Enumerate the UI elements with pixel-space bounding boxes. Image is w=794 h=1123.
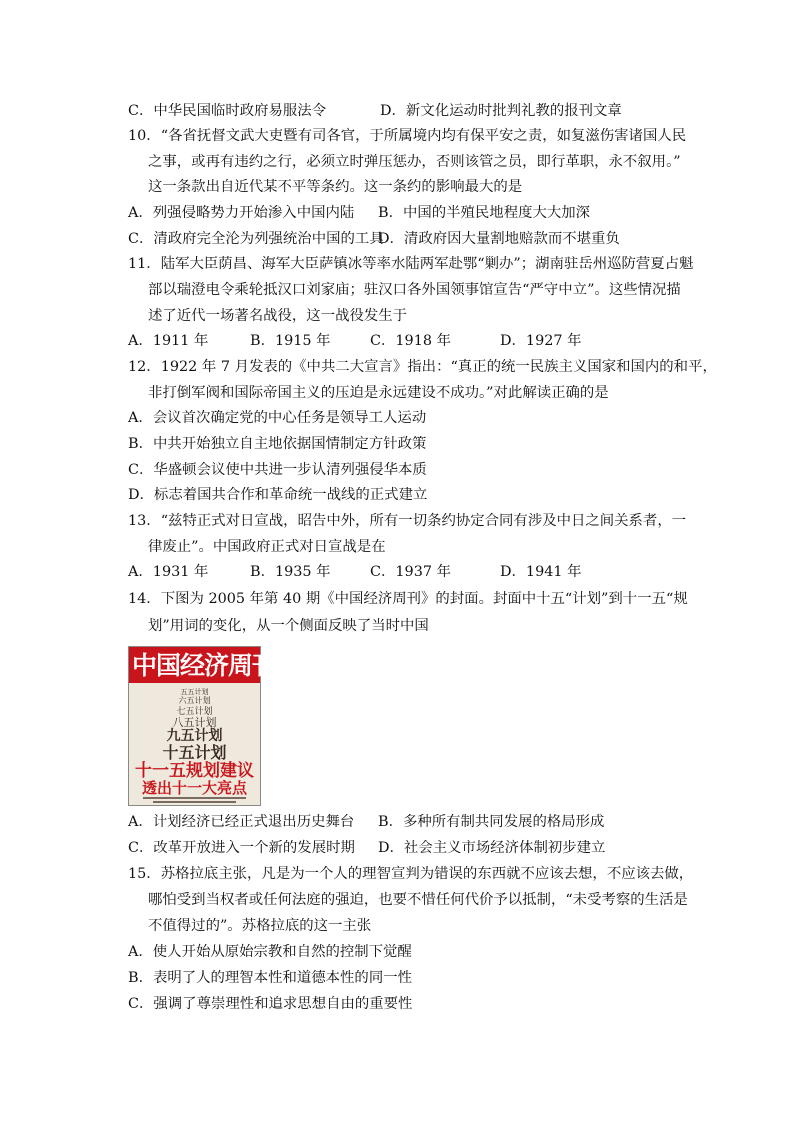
q13-option-d: D．1941 年 bbox=[500, 564, 582, 580]
q12-stem-line-1: 12．1922 年 7 月发表的《中共二大宣言》指出：“真正的统一民族主义国家和国内的和平， bbox=[128, 359, 717, 375]
q15-option-b: B．表明了人的理智本性和道德本性的同一性 bbox=[128, 970, 412, 986]
q10-stem-line-1: 10．“各省抚督文武大吏暨有司各官，于所属境内均有保平安之责，如复滋伤害诸国人民 bbox=[128, 128, 687, 144]
q14-option-a: A．计划经济已经正式退出历史舞台 bbox=[128, 814, 355, 830]
q11-option-d: D．1927 年 bbox=[500, 333, 582, 349]
q11-option-c: C．1918 年 bbox=[370, 333, 451, 349]
q10-stem-line-3: 这一条款出自近代某不平等条约。这一条约的影响最大的是 bbox=[148, 179, 523, 195]
q15-option-a: A．使人开始从原始宗教和自然的控制下觉醒 bbox=[128, 944, 412, 960]
q11-stem-line-1: 11．陆军大臣荫昌、海军大臣萨镇冰等率水陆两军赴鄂“剿办”；湖南驻岳州巡防营夏占魁 bbox=[128, 256, 694, 272]
cover-headline-1: 十一五规划建议 bbox=[135, 761, 254, 781]
q12-option-d: D．标志着国共合作和革命统一战线的正式建立 bbox=[128, 487, 428, 503]
q14-option-b: B．多种所有制共同发展的格局形成 bbox=[378, 814, 605, 830]
q12-option-b: B．中共开始独立自主地依据国情制定方针政策 bbox=[128, 436, 427, 452]
q11-option-b: B．1915 年 bbox=[250, 333, 331, 349]
cover-fine-print bbox=[153, 801, 236, 803]
q9-option-c: C．中华民国临时政府易服法令 bbox=[128, 103, 327, 119]
q13-option-b: B．1935 年 bbox=[250, 564, 331, 580]
cover-plan-10: 十五计划 bbox=[162, 743, 227, 762]
q12-option-a: A．会议首次确定党的中心任务是领导工人运动 bbox=[128, 410, 427, 426]
q13-option-c: C．1937 年 bbox=[370, 564, 451, 580]
q10-option-a: A．列强侵略势力开始渗入中国内陆 bbox=[128, 205, 355, 221]
magazine-cover-image bbox=[128, 646, 277, 806]
cover-plan-6: 六五计划 bbox=[178, 696, 211, 705]
q13-stem-line-2: 律废止”。中国政府正式对日宣战是在 bbox=[148, 539, 386, 555]
q10-option-b: B．中国的半殖民地程度大大加深 bbox=[378, 205, 591, 221]
q9-option-d: D．新文化运动时批判礼教的报刊文章 bbox=[380, 103, 622, 119]
q14-option-c: C．改革开放进入一个新的发展时期 bbox=[128, 840, 355, 856]
cover-plan-5: 五五计划 bbox=[180, 688, 209, 696]
cover-fine-print bbox=[143, 797, 246, 799]
q15-option-c: C．强调了尊崇理性和追求思想自由的重要性 bbox=[128, 996, 413, 1012]
cover-plan-9: 九五计划 bbox=[166, 728, 223, 744]
q11-stem-line-3: 述了近代一场著名战役，这一战役发生于 bbox=[148, 308, 408, 324]
q13-stem-line-1: 13．“兹特正式对日宣战，昭告中外，所有一切条约协定合同有涉及中日之间关系者，一 bbox=[128, 513, 687, 529]
cover-plan-8: 八五计划 bbox=[172, 716, 217, 729]
q11-option-a: A．1911 年 bbox=[128, 333, 209, 349]
q15-stem-line-2: 哪怕受到当权者或任何法庭的强迫，也要不惜任何代价予以抵制，“未受考察的生活是 bbox=[148, 892, 688, 908]
q14-stem-line-1: 14．下图为 2005 年第 40 期《中国经济周刊》的封面。封面中十五“计划”到十一五“规 bbox=[128, 591, 688, 607]
q15-stem-line-3: 不值得过的”。苏格拉底的这一主张 bbox=[148, 918, 372, 934]
q14-option-d: D．社会主义市场经济体制初步建立 bbox=[378, 840, 606, 856]
q10-stem-line-2: 之事，或再有违约之行，必须立时弹压惩办，否则该管之员，即行革职，永不叙用。” bbox=[148, 154, 681, 170]
cover-headline-2: 透出十一大亮点 bbox=[141, 779, 247, 797]
q12-option-c: C．华盛顿会议使中共进一步认清列强侵华本质 bbox=[128, 462, 427, 478]
q14-stem-line-2: 划”用词的变化，从一个侧面反映了当时中国 bbox=[148, 618, 429, 634]
cover-masthead: 中国经济周刊 bbox=[132, 651, 277, 680]
q10-option-c: C．清政府完全沦为列强统治中国的工具 bbox=[128, 231, 384, 247]
q13-option-a: A．1931 年 bbox=[128, 564, 209, 580]
q15-stem-line-1: 15．苏格拉底主张，凡是为一个人的理智宣判为错误的东西就不应该去想，不应该去做， bbox=[128, 866, 694, 882]
cover-body bbox=[129, 683, 260, 805]
q11-stem-line-2: 部以瑞澄电令乘轮抵汉口刘家庙；驻汉口各外国领事馆宣告“严守中立”。这些情况描 bbox=[148, 282, 681, 298]
cover-plan-7: 七五计划 bbox=[176, 707, 213, 717]
q12-stem-line-2: 非打倒军阀和国际帝国主义的压迫是永远建设不成功。”对此解读正确的是 bbox=[148, 385, 609, 401]
q10-option-d: D．清政府因大量割地赔款而不堪重负 bbox=[378, 231, 620, 247]
